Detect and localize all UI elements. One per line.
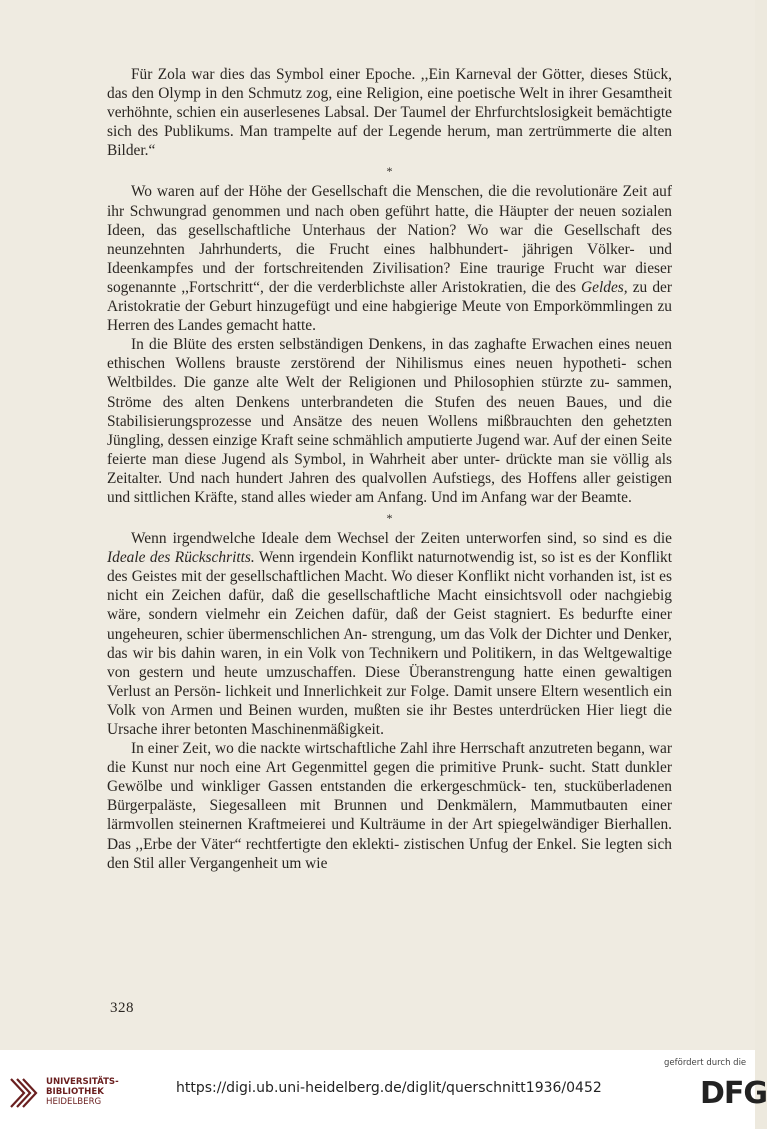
paragraph-text: Wo waren auf der Höhe der Gesellschaft die Menschen, die die revolutionäre Zeit auf ihr Schwungrad genommen und nach oben geführt hatte, die Häupter der neuen sozialen Ideen, das gesellschaftliche Unterhaus der Nation? Wo war die Gesellschaft des neunzehnten Jahrhunderts, die Frucht eines halbhundert- jährigen Völker- und Ideenkampfes und der fortschreitenden Zivilisation? Eine traurige Frucht war dieser sogenannte ,,Fortschritt“, der die verderblichste aller Aristokratien, die des — [107, 183, 672, 296]
logo-line-3: HEIDELBERG — [46, 1097, 102, 1107]
paragraph: Für Zola war dies das Symbol einer Epoche. ,,Ein Karneval der Götter, dieses Stück, das den Olymp in den Schmutz zog, eine Religion, eine poetische Welt in ihrer Gesamtheit verhöhnte, schien ein auserlesenes Labsal. Der Taumel der Ehrfurchtslosigkeit bemächtigte sich des Publikums. Man trampelte auf der Legende herum, man zertrümmerte die alten Bilder.“ — [107, 66, 672, 160]
paragraph-text: Wenn irgendein Konflikt naturnotwendig ist, so ist es der Konflikt des Geistes mit der gesellschaftlichen Macht. Wo dieser Konflikt nicht vorhanden ist, ist es nicht ein Zeichen dafür, daß die gesellschaftliche Macht einsichtsvoll oder nachgiebig wäre, sondern vielmehr ein Zeichen dafür, daß der Geist stagniert. Es bedurfte einer ungeheuren, schier übermenschlichen An- strengung, um das Volk der Dichter und Denker, das wir bis dahin waren, in ein Volk von Technikern und Politikern, in das Weltgewaltige von gestern und heute umzuschaffen. Diese Überanstrengung hatte einen gewaltigen Verlust an Persön- lichkeit und Innerlichkeit zur Folge. Damit unsere Eltern wesentlich ein Volk von Armen und Beinen wurden, mußten sie ihr Bestes unterdrücken Hier liegt die Ursache ihrer betonten Maschinenmäßigkeit. — [107, 549, 672, 738]
paragraph — [107, 182, 672, 335]
dfg-logo[interactable]: DFG — [700, 1076, 767, 1111]
section-separator: * — [386, 164, 393, 179]
paragraph: In einer Zeit, wo die nackte wirtschaftliche Zahl ihre Herrschaft anzutreten begann, war die Kunst nur noch eine Art Gegenmittel gegen die primitive Prunk- sucht. Statt dunkler Gewölbe und winkliger Gassen entstanden die erkergeschmück- ten, stucküberladenen Bürgerpaläste, Siegesalleen mit Brunnen und Denkmälern, Mammutbauten einer lärmvollen steinernen Kraftmeierei und Kulträume in der Art spiegelwändiger Bierhallen. Das ,,Erbe der Väter“ rechtfertigte den eklekti- zistischen Unfug der Enkel. Sie legten sich den Stil aller Vergangenheit um wie — [107, 740, 672, 872]
section-separator: * — [386, 511, 393, 526]
paragraph: In die Blüte des ersten selbständigen Denkens, in das zaghafte Erwachen eines neuen ethischen Wollens brauste zerstörend der Nihilismus eines neuen hypotheti- schen Weltbildes. Die ganze alte Welt der Religionen und Philosophien stürzte zu- sammen, Ströme des alten Denkens unterbrandeten die Stufen des neuen Baues, und die Stabilisierungsprozesse und Ansätze des neuen Wollens mißbrauchten den gehetzten Jüngling, dessen einzige Kraft seine schmählich amputierte Jugend war. Auf der einen Seite feierte man diese Jugend als Symbol, in Wahrheit aber unter- drückte man sie völlig als Zeitalter. Und nach hundert Jahren des qualvollen Aufstiegs, des Hoffens aller geistigen und sittlichen Kräfte, stand alles wieder am Anfang. Und im Anfang war der Beamte. — [107, 336, 673, 506]
paragraph — [107, 529, 672, 739]
permalink-url[interactable]: https://digi.ub.uni-heidelberg.de/diglit/querschnitt1936/0452 — [176, 1080, 602, 1096]
library-emblem-icon — [8, 1075, 40, 1111]
logo-line-2: BIBLIOTHEK — [46, 1087, 104, 1097]
paragraph-text: zu der Aristokratie der Geburt hinzugefügt und eine habgierige Meute von Emporkömmlingen zu Herren des Landes gemacht hatte. — [107, 278, 672, 335]
emphasis-text: Ideale des Rückschritts. — [107, 549, 255, 567]
footer-bar — [0, 1050, 767, 1129]
page-number: 328 — [110, 1000, 134, 1016]
paragraph-text: Wenn irgendwelche Ideale dem Wechsel der Zeiten unterworfen sind, so sind es die — [131, 530, 672, 548]
logo-line-1: UNIVERSITÄTS- — [46, 1077, 119, 1087]
body-text — [107, 65, 672, 873]
library-logo[interactable] — [8, 1075, 128, 1115]
dfg-caption: gefördert durch die — [664, 1058, 747, 1068]
emphasis-text: Geldes, — [581, 278, 628, 296]
